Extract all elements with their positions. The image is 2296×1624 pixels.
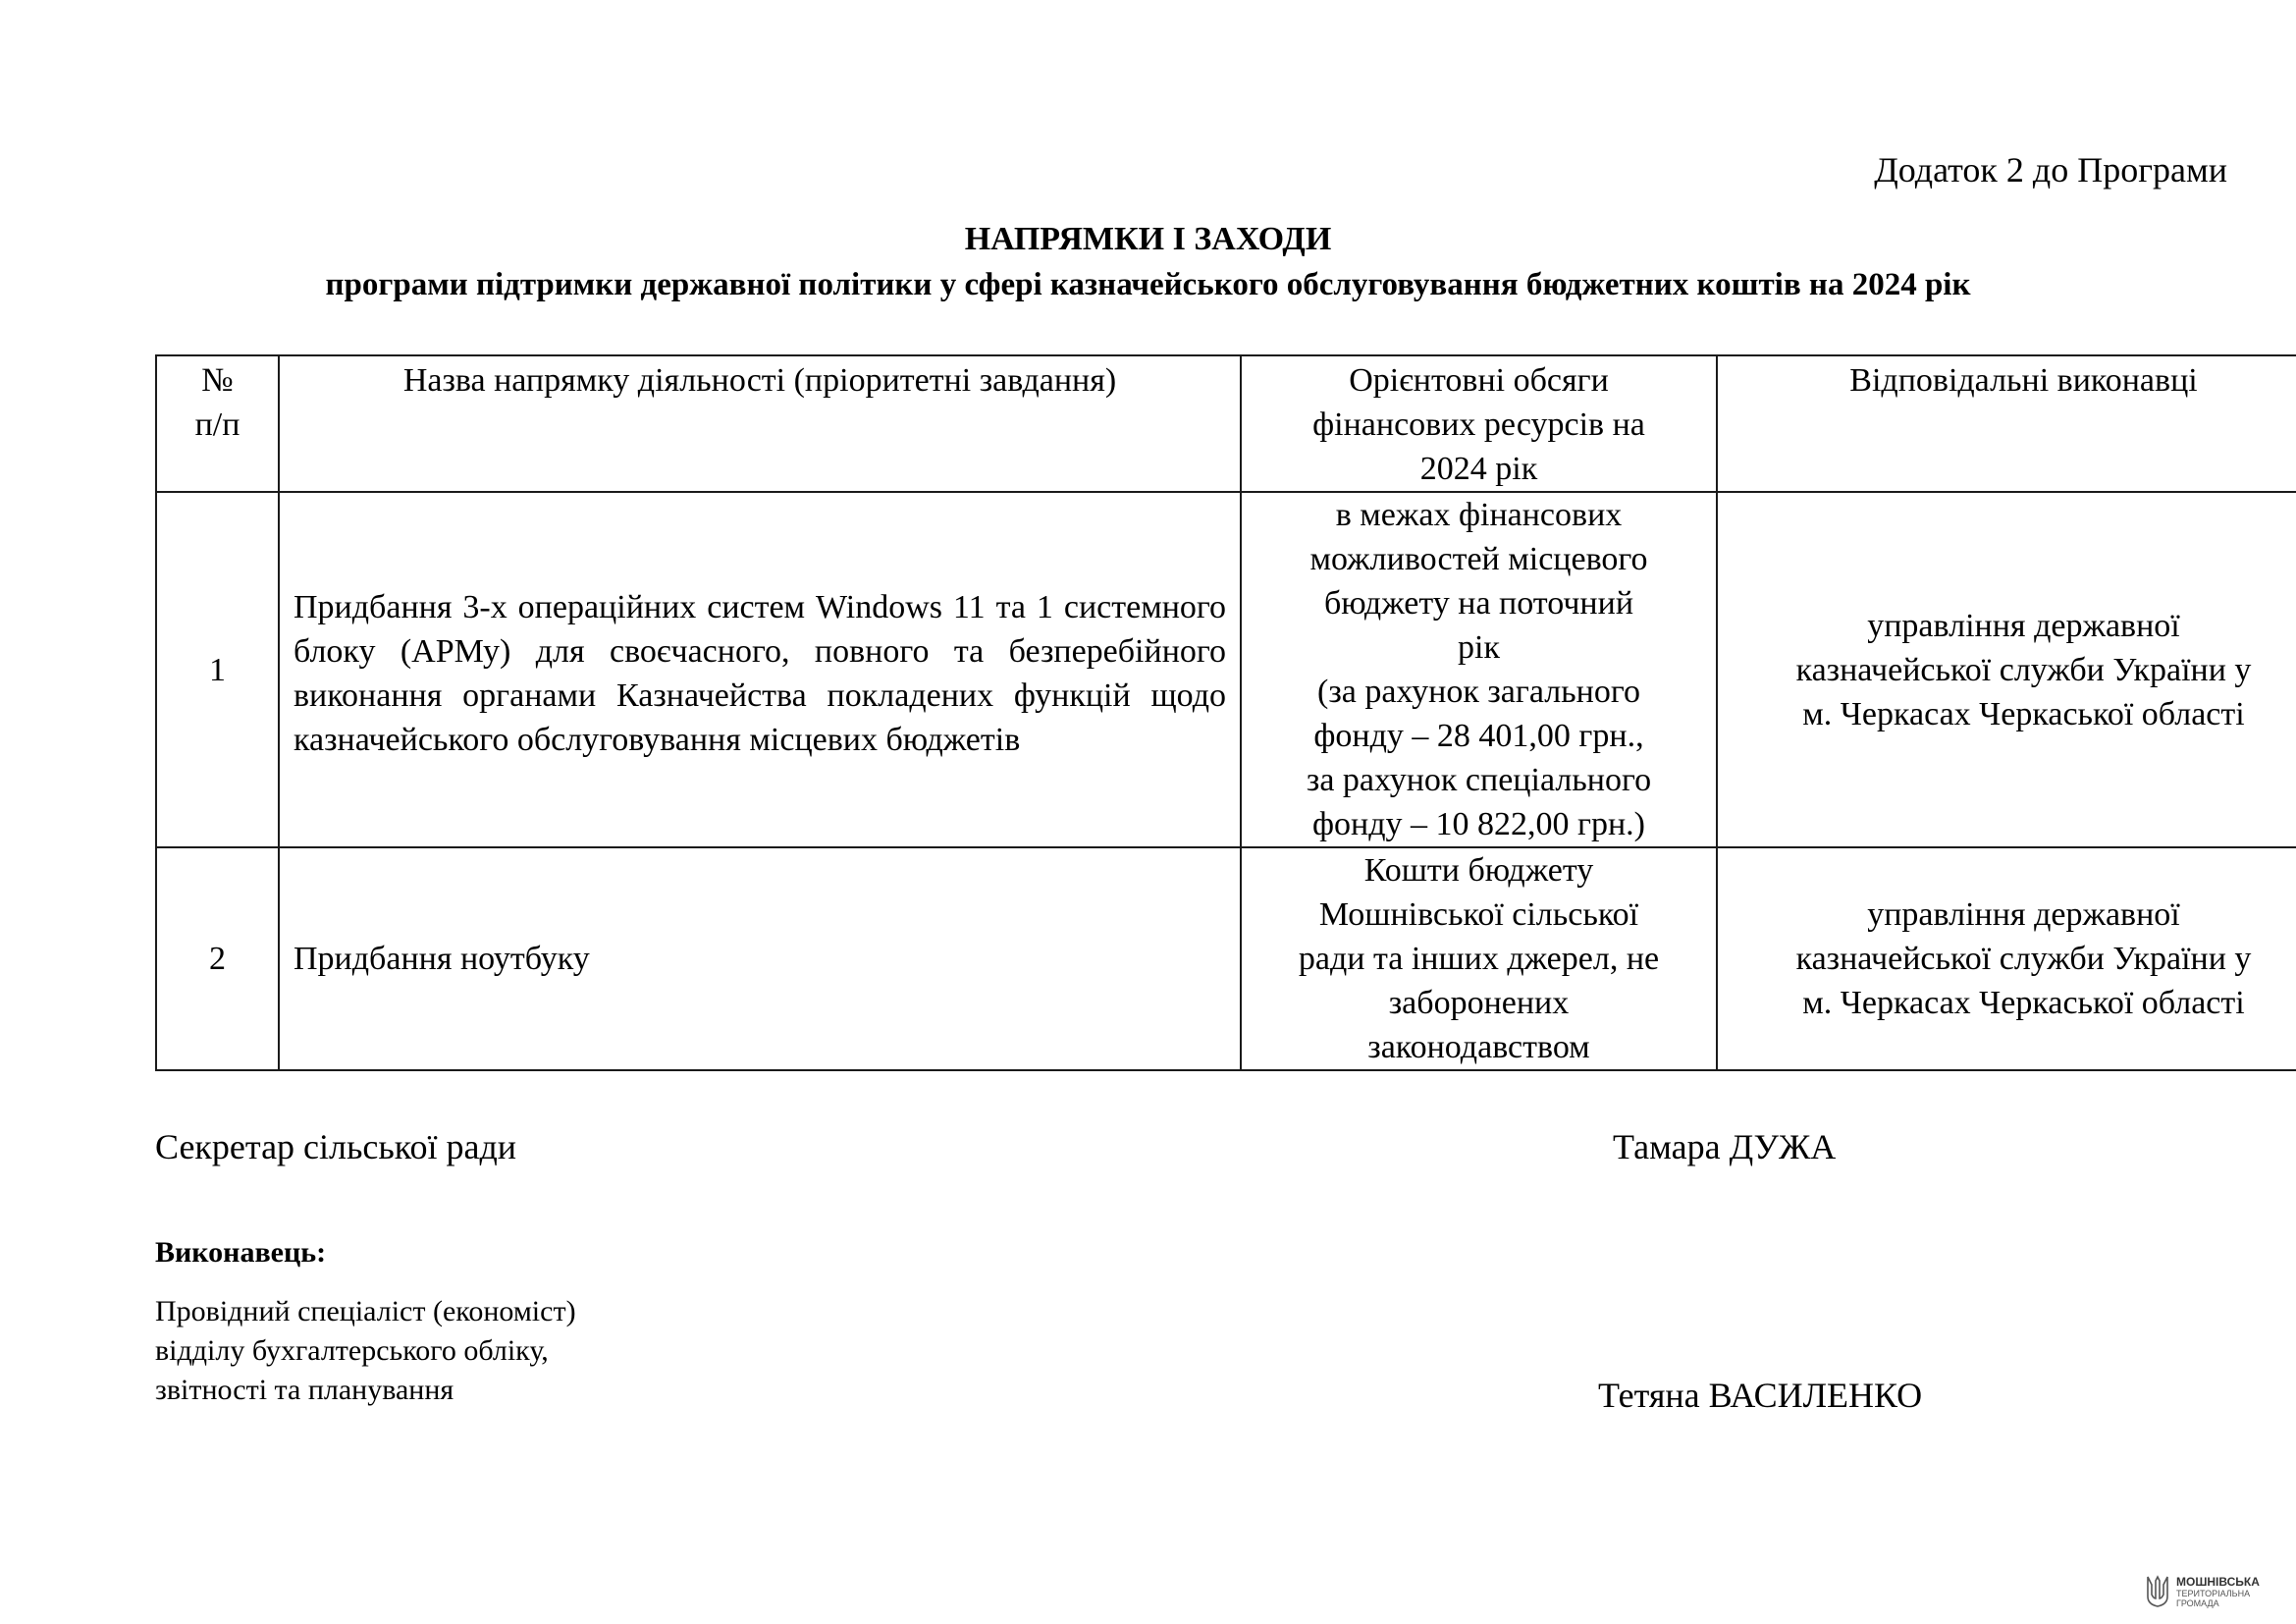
row-executor [1717, 492, 2296, 847]
document-title: НАПРЯМКИ І ЗАХОДИ [964, 221, 1332, 257]
row-funding [1241, 492, 1717, 847]
secretary-position: Секретар сільської ради [155, 1127, 517, 1166]
executor-position [155, 1292, 576, 1410]
row-funding-line: бюджету на поточний [1323, 585, 1634, 622]
executor-position-line: Провідний спеціаліст (економіст) [155, 1295, 576, 1327]
logo-line: МОШНІВСЬКА [2176, 1574, 2260, 1589]
community-logo [2145, 1575, 2260, 1608]
header-funding-line: Орієнтовні обсяги [1349, 362, 1609, 399]
row-funding-line: за рахунок спеціального [1306, 762, 1652, 798]
header-funding-line: 2024 рік [1419, 451, 1538, 487]
trident-icon [2145, 1575, 2170, 1608]
secretary-name: Тамара ДУЖА [1613, 1127, 1837, 1166]
header-num-line: № [201, 362, 234, 399]
logo-line: ГРОМАДА [2176, 1597, 2219, 1608]
table-row [156, 492, 2296, 847]
row-funding-line: законодавством [1367, 1029, 1590, 1065]
executor-name: Тетяна ВАСИЛЕНКО [1598, 1376, 1923, 1415]
row-funding-line: Кошти бюджету [1363, 852, 1594, 889]
row-name: Придбання ноутбуку [279, 847, 1241, 1070]
row-name-text: Придбання 3-х операційних систем Windows 11 та 1 системного блоку (АРМу) для своєчасного, повного та безперебійного виконання органами Казначейства покладених функцій щодо казначейського обслуговування місцевих бюджетів [294, 589, 1226, 758]
executor-position-line: відділу бухгалтерського обліку, [155, 1334, 549, 1367]
row-funding-line: (за рахунок загального [1317, 674, 1640, 710]
logo-line: ТЕРИТОРІАЛЬНА [2176, 1588, 2251, 1598]
row-executor-line: казначейської служби України у [1795, 651, 2252, 688]
row-num: 1 [156, 492, 279, 847]
header-funding [1241, 355, 1717, 492]
table-row [156, 847, 2296, 1070]
row-name [279, 492, 1241, 847]
document-subtitle: програми підтримки державної політики у сфері казначейського обслуговування бюджетних коштів на 2024 рік [325, 267, 1971, 302]
table-header-row [156, 355, 2296, 492]
row-executor-line: управління державної [1867, 896, 2180, 933]
row-funding-line: заборонених [1388, 985, 1570, 1021]
executor-position-line: звітності та планування [155, 1374, 454, 1406]
executor-label: Виконавець: [155, 1236, 327, 1269]
header-num [156, 355, 279, 492]
row-num: 2 [156, 847, 279, 1070]
row-executor-line: казначейської служби України у [1795, 941, 2252, 977]
row-funding-line: в межах фінансових [1335, 497, 1623, 533]
row-funding-line: ради та інших джерел, не [1298, 941, 1660, 977]
header-executor: Відповідальні виконавці [1717, 355, 2296, 492]
header-funding-line: фінансових ресурсів на [1312, 406, 1645, 443]
annex-label: Додаток 2 до Програми [1874, 150, 2227, 189]
row-funding-line: фонду – 10 822,00 грн.) [1312, 806, 1645, 842]
row-executor-line: м. Черкасах Черкаської області [1802, 985, 2245, 1021]
row-funding-line: рік [1458, 629, 1500, 666]
header-name: Назва напрямку діяльності (пріоритетні завдання) [279, 355, 1241, 492]
measures-table [155, 354, 2296, 1071]
header-num-line: п/п [194, 406, 240, 443]
row-executor [1717, 847, 2296, 1070]
logo-text [2176, 1576, 2260, 1608]
row-funding-line: Мошнівської сільської [1318, 896, 1639, 933]
row-funding [1241, 847, 1717, 1070]
row-funding-line: фонду – 28 401,00 грн., [1313, 718, 1644, 754]
row-executor-line: управління державної [1867, 607, 2180, 644]
row-funding-line: можливостей місцевого [1309, 541, 1648, 577]
row-executor-line: м. Черкасах Черкаської області [1802, 695, 2245, 732]
